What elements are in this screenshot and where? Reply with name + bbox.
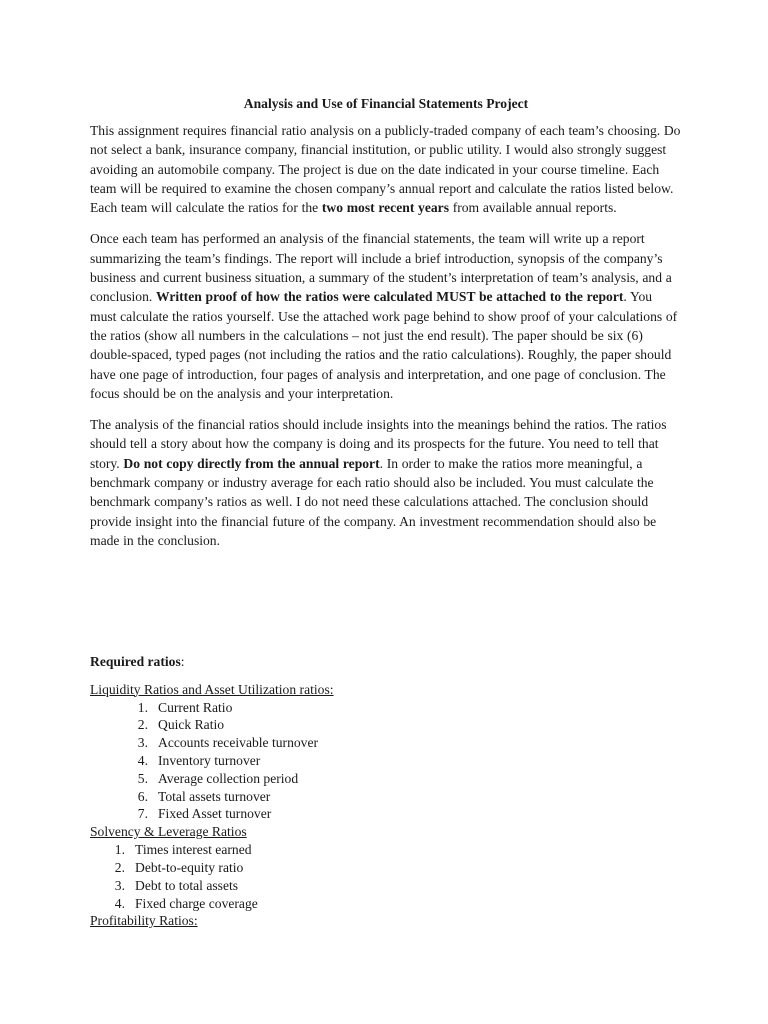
paragraph-text: Once each team has performed an analysis of the financial statements, the team will write up a report summarizing the team’s findings. The report will include a brief introduction, synopsis of the company’s business and current business situation, a summary of the student’s interpretation of team’s analysis, and a conclusion. xyxy=(90,231,672,305)
list-number: 4. xyxy=(137,752,148,768)
list-item-label: Current Ratio xyxy=(158,699,233,715)
document-page xyxy=(90,94,682,930)
list-number: 6. xyxy=(137,788,148,804)
list-item xyxy=(90,788,682,806)
list-number: 4. xyxy=(114,895,125,911)
list-item-label: Debt to total assets xyxy=(135,877,239,893)
list-number: 1. xyxy=(114,842,125,858)
list-item-label: Inventory turnover xyxy=(158,752,261,768)
section-title-solvency: Solvency & Leverage Ratios xyxy=(90,824,247,840)
list-number: 2. xyxy=(137,717,148,733)
list-item-label: Quick Ratio xyxy=(158,717,225,733)
list-item xyxy=(90,716,682,734)
document-title: Analysis and Use of Financial Statements Project xyxy=(243,96,529,111)
list-number: 3. xyxy=(137,735,148,751)
section-title-profitability: Profitability Ratios: xyxy=(90,913,198,929)
section-title-liquidity: Liquidity Ratios and Asset Utilization ratios: xyxy=(90,681,334,697)
list-number: 1. xyxy=(137,699,148,715)
required-ratios-heading xyxy=(90,652,682,671)
list-item xyxy=(90,877,682,895)
list-number: 2. xyxy=(114,859,125,875)
liquidity-ratio-list xyxy=(90,699,682,824)
list-item xyxy=(90,734,682,752)
list-item xyxy=(90,770,682,788)
list-number: 5. xyxy=(137,770,148,786)
list-number: 7. xyxy=(137,806,148,822)
emphasis-text: Written proof of how the ratios were calculated MUST be attached to the report xyxy=(156,289,624,305)
required-ratios-heading-text: Required ratios xyxy=(90,654,181,670)
list-item-label: Fixed charge coverage xyxy=(135,895,258,911)
paragraph-report-requirements xyxy=(90,229,682,403)
list-item-label: Total assets turnover xyxy=(158,788,271,804)
paragraph-text: . In order to make the ratios more meaningful, a benchmark company or industry average for each ratio should also be included. You must calculate the benchmark company’s ratios as well. I do not need these calculations attached. The conclusion should provide insight into the financial future of the company. An investment recommendation should also be made in the conclusion. xyxy=(90,455,657,548)
paragraph-text: from available annual reports. xyxy=(449,200,617,216)
emphasis-text: Do not copy directly from the annual report xyxy=(123,455,380,471)
list-item xyxy=(90,895,682,913)
paragraph-assignment-overview xyxy=(90,121,682,217)
list-item xyxy=(90,699,682,717)
blank-space xyxy=(90,562,682,652)
list-item xyxy=(90,805,682,823)
list-item xyxy=(90,752,682,770)
list-item-label: Accounts receivable turnover xyxy=(158,735,319,751)
heading-colon: : xyxy=(180,654,185,670)
paragraph-text: The analysis of the financial ratios should include insights into the meanings behind the ratios. The ratios should tell a story about how the company is doing and its prospects for the future. You need to tell that story. xyxy=(90,417,667,471)
list-item-label: Average collection period xyxy=(158,770,299,786)
emphasis-text: two most recent years xyxy=(321,200,449,216)
list-number: 3. xyxy=(114,877,125,893)
list-item xyxy=(90,841,682,859)
list-item-label: Fixed Asset turnover xyxy=(158,806,272,822)
list-item-label: Debt-to-equity ratio xyxy=(135,859,244,875)
paragraph-text: This assignment requires financial ratio analysis on a publicly-traded company of each team’s choosing. Do not select a bank, insurance company, financial institution, or public utility. I would also strongly suggest avoiding an automobile company. The project is due on the date indicated in your course timeline. Each team will be required to examine the chosen company’s annual report and calculate the ratios listed below. Each team will calculate the ratios for the xyxy=(90,123,681,216)
list-item xyxy=(90,859,682,877)
paragraph-analysis-guidance xyxy=(90,415,682,550)
solvency-ratio-list xyxy=(90,841,682,912)
paragraph-text: . You must calculate the ratios yourself. Use the attached work page behind to show proof of your calculations of the ratios (show all numbers in the calculations – not just the end result). The paper should be six (6) double-spaced, typed pages (not including the ratios and the ratio calculations). Roughly, the paper should have one page of introduction, four pages of analysis and interpretation, and one page of conclusion. The focus should be on the analysis and your interpretation. xyxy=(90,289,678,401)
list-item-label: Times interest earned xyxy=(135,842,252,858)
